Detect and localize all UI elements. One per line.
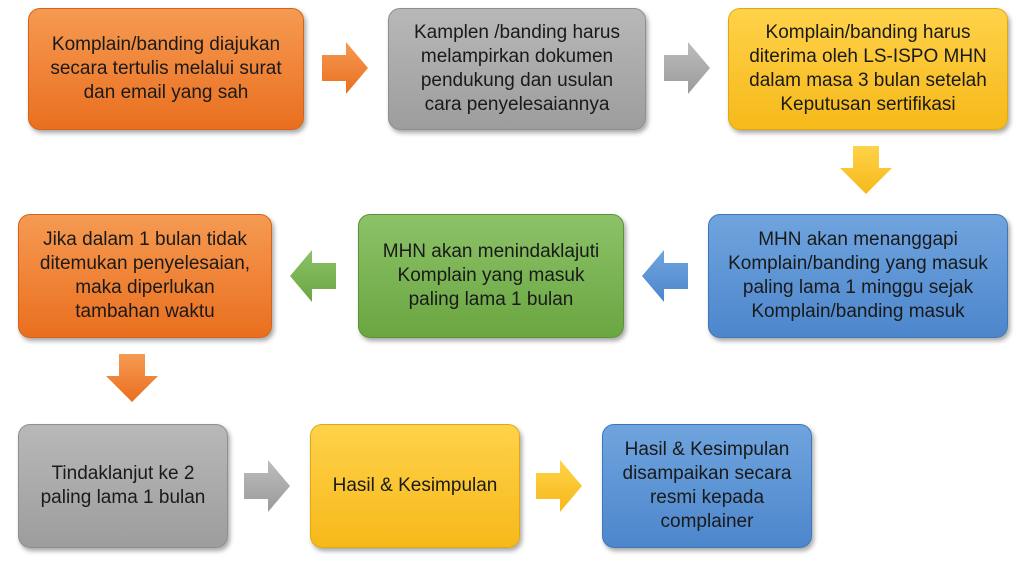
step-7-text: Tindaklanjut ke 2 paling lama 1 bulan bbox=[40, 463, 206, 508]
arrow-left-icon bbox=[642, 250, 688, 302]
step-1-text: Komplain/banding diajukan secara tertulis melalui surat dan email yang sah bbox=[50, 34, 282, 103]
arrow-right-icon bbox=[536, 460, 582, 512]
step-6-box bbox=[18, 214, 272, 338]
arrow-right-icon bbox=[322, 42, 368, 94]
step-2-box bbox=[388, 8, 646, 130]
step-4-text: MHN akan menanggapi Komplain/banding yang masuk paling lama 1 minggu sejak Komplain/banding masuk bbox=[728, 229, 988, 322]
step-4-box bbox=[708, 214, 1008, 338]
arrow-right-icon bbox=[244, 460, 290, 512]
step-9-text: Hasil & Kesimpulan disampaikan secara resmi kepada complainer bbox=[622, 439, 792, 532]
arrow-down-icon bbox=[840, 146, 892, 194]
step-6-text: Jika dalam 1 bulan tidak ditemukan penyelesaian, maka diperlukan tambahan waktu bbox=[39, 229, 251, 322]
step-3-text: Komplain/banding harus diterima oleh LS-ISPO MHN dalam masa 3 bulan setelah Keputusan sertifikasi bbox=[749, 22, 987, 115]
arrow-left-icon bbox=[290, 250, 336, 302]
step-9-box bbox=[602, 424, 812, 548]
step-5-text: MHN akan menindaklajuti Komplain yang masuk paling lama 1 bulan bbox=[382, 241, 600, 310]
arrow-down-icon bbox=[106, 354, 158, 402]
step-1-box bbox=[28, 8, 304, 130]
arrow-right-icon bbox=[664, 42, 710, 94]
step-8-box bbox=[310, 424, 520, 548]
step-7-box bbox=[18, 424, 228, 548]
step-8-text: Hasil & Kesimpulan bbox=[332, 475, 498, 496]
step-5-box bbox=[358, 214, 624, 338]
step-2-text: Kamplen /banding harus melampirkan dokumen pendukung dan usulan cara penyelesaiannya bbox=[414, 22, 620, 115]
step-3-box bbox=[728, 8, 1008, 130]
